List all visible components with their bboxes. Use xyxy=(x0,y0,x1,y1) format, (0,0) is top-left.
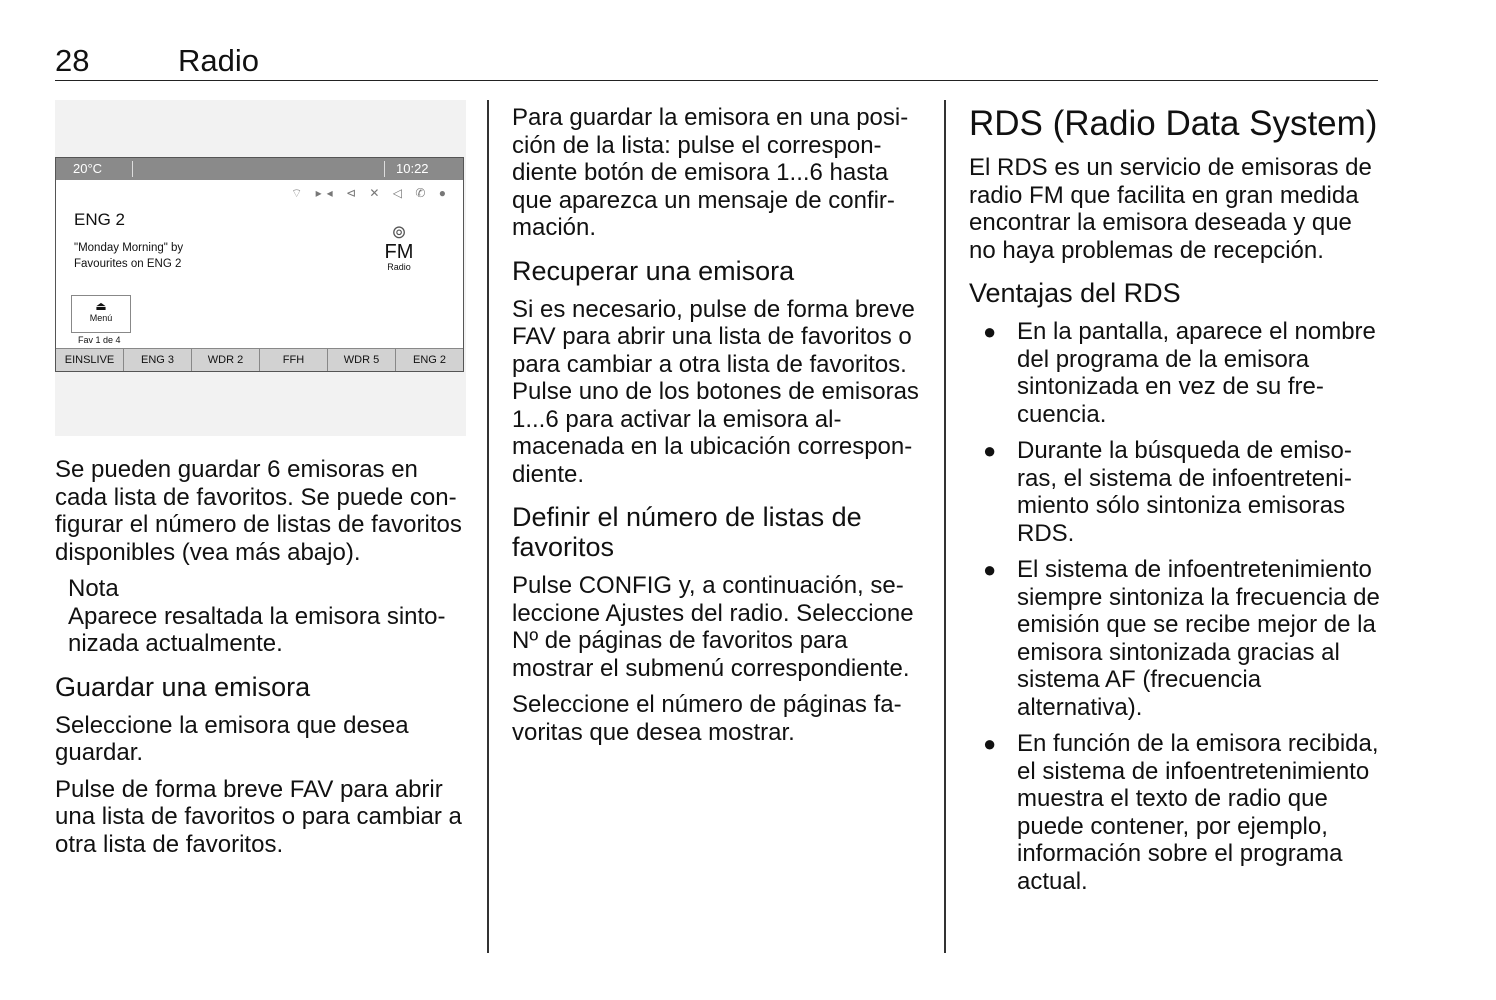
list-item: ● Durante la búsqueda de emisoras, el sistema de infoentretenimiento sólo sintoniza emisoras RDS. xyxy=(983,437,1352,547)
heading-rds-advantages: Ventajas del RDS xyxy=(969,278,1181,308)
list-item: ● En función de la emisora recibida, el sistema de infoentretenimiento muestra el texto de radio que puede contener, por ejemplo, información sobre el programa actual. xyxy=(983,730,1379,895)
bullet-icon: ● xyxy=(983,557,997,582)
station-name: ENG 2 xyxy=(74,210,126,229)
preset-bar xyxy=(56,348,463,371)
track-info: "Monday Morning" by Favourites on ENG 2 xyxy=(74,242,184,270)
paragraph: Se pueden guardar 6 emisoras en cada lista de favoritos. Se puede configurar el número de listas de favoritos disponibles (vea más abajo). xyxy=(55,456,462,566)
preset-button[interactable]: EINSLIVE xyxy=(56,349,124,371)
menu-term: Ajustes del radio xyxy=(605,599,783,627)
column-divider xyxy=(487,100,489,953)
band-indicator xyxy=(384,222,414,272)
preset-button[interactable]: ENG 2 xyxy=(412,354,446,366)
band-label: Radio xyxy=(387,262,411,272)
preset-button[interactable]: WDR 2 xyxy=(192,349,260,371)
infotainment-figure xyxy=(55,100,466,436)
menu-term: Nº de páginas de favoritos xyxy=(512,627,793,654)
paragraph: Pulse de forma breve FAV para abrir una lista de favoritos o para cambiar a otra lista de favoritos. xyxy=(55,775,462,858)
preset-button[interactable]: FFH xyxy=(260,349,328,371)
paragraph: Seleccione la emisora que desea guardar. xyxy=(55,711,409,766)
heading-recover-station: Recuperar una emisora xyxy=(512,255,795,286)
preset-button[interactable]: ENG 3 xyxy=(124,349,192,371)
radio-screen xyxy=(55,157,464,372)
heading-define-lists: Definir el número de listas de favoritos xyxy=(512,502,862,562)
heading-rds: RDS (Radio Data System) xyxy=(969,104,1378,143)
list-item: ● El sistema de infoentretenimiento siempre sintoniza la frecuencia de emisión que se recibe mejor de la emisora sintonizada gracias al sistema AF (frecuencia alternativa). xyxy=(983,556,1380,721)
bullet-icon: ● xyxy=(983,319,997,344)
heading-save-station: Guardar una emisora xyxy=(55,671,311,702)
page-header xyxy=(55,40,1378,81)
note-text: Aparece resaltada la emisora sintonizada actualmente. xyxy=(68,602,446,657)
antenna-icon: ⊚ xyxy=(391,222,407,242)
column-3 xyxy=(969,104,1381,904)
menu-icon: ⏏ xyxy=(95,299,107,313)
paragraph: Para guardar la emisora en una posición de la lista: pulse el correspondiente botón de emisora 1...6 hasta que aparezca un mensaje de confirmación. xyxy=(512,104,909,241)
column-1 xyxy=(55,456,467,867)
band-name: FM xyxy=(384,241,414,263)
favorites-page-indicator: Fav 1 de 4 xyxy=(78,335,121,345)
status-icons: ⌔ ▸◂ ⊲ ✕ ◁ ✆ ● xyxy=(291,186,451,200)
preset-button[interactable]: WDR 5 xyxy=(328,349,396,371)
menu-button[interactable]: ⏏ Menú xyxy=(71,295,131,333)
paragraph: Si es necesario, pulse de forma breve FAV para abrir una lista de favoritos o para cambiar a otra lista de favoritos. Pulse uno de los botones de emisoras 1...6 para activar la emisora almacenada en la ubicación correspondiente. xyxy=(512,295,919,488)
status-bar xyxy=(56,158,463,180)
paragraph: Seleccione el número de páginas favoritas que desea mostrar. xyxy=(512,691,902,746)
bullet-icon: ● xyxy=(983,438,997,463)
clock: 10:22 xyxy=(396,161,429,176)
note-title: Nota xyxy=(68,575,119,602)
section-title: Radio xyxy=(178,43,259,78)
list-item: ● En la pantalla, aparece el nombre del programa de la emisora sintonizada en vez de su frecuencia. xyxy=(983,318,1376,428)
page-number: 28 xyxy=(55,43,90,78)
note xyxy=(55,575,467,658)
temperature: 20°C xyxy=(73,161,103,176)
column-divider xyxy=(944,100,946,953)
bullet-icon: ● xyxy=(983,731,997,756)
paragraph: El RDS es un servicio de emisoras de radio FM que facilita en gran medida encontrar la emisora deseada y que no haya problemas de recepción. xyxy=(969,154,1372,264)
paragraph: Pulse CONFIG y, a continuación, seleccione Ajustes del radio. Seleccione Nº de páginas de favoritos para mostrar el submenú correspondiente. xyxy=(512,572,914,682)
column-2 xyxy=(512,104,924,755)
